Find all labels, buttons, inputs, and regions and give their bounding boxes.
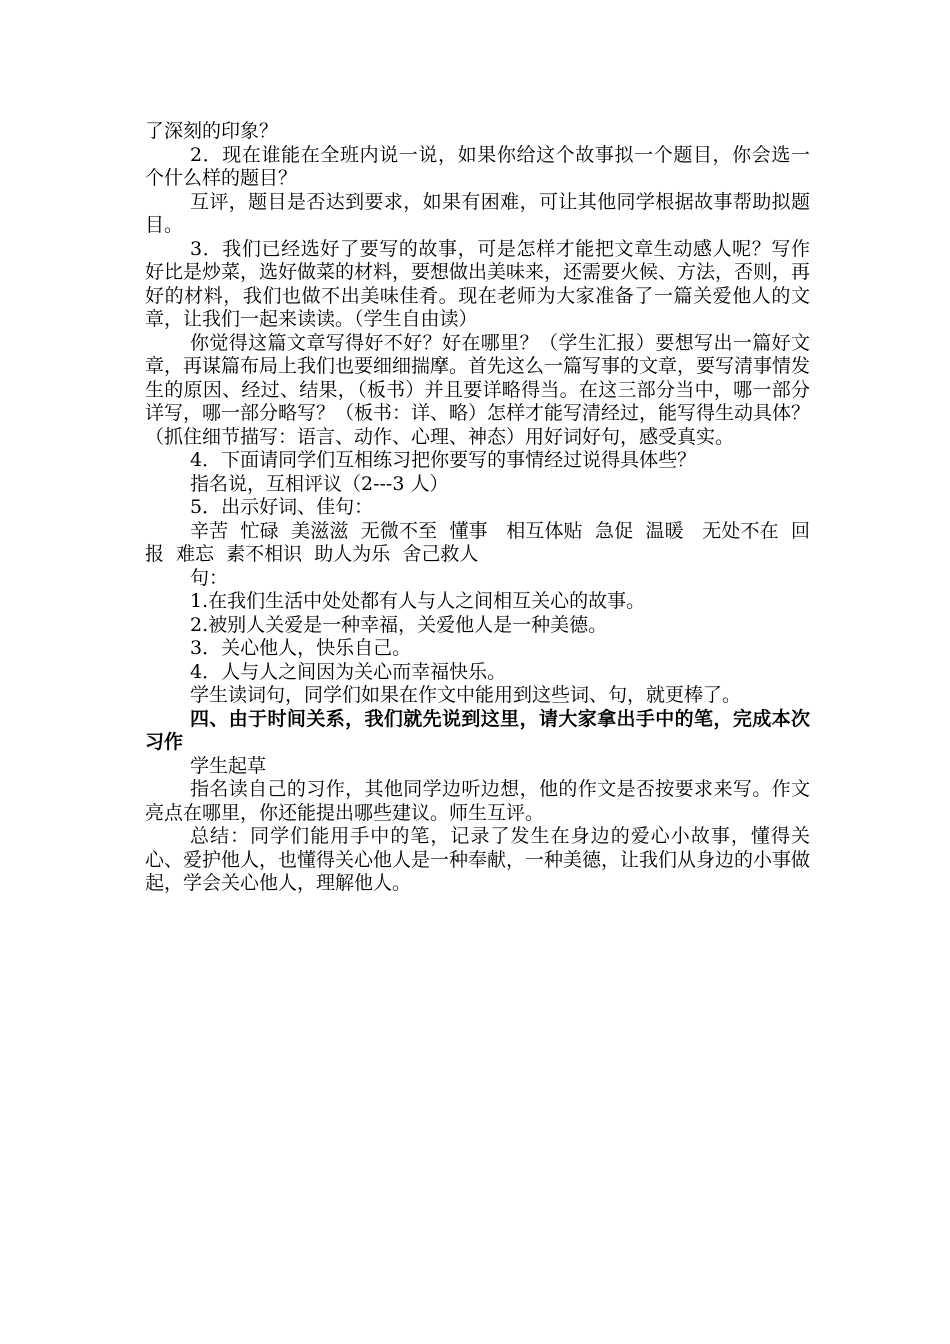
paragraph-discussion: 你觉得这篇文章写得好不好？好在哪里？（学生汇报）要想写出一篇好文章，再谋篇布局上我们也要细细揣摩。首先这么一篇写事的文章，要写清事情发生的原因、经过、结果，（板书）并且要详略得当。在这三部分当中，哪一部分详写，哪一部分略写？（板书：详、略）怎样才能写清经过，能写得生动具体？（抓住细节描写：语言、动作、心理、神态）用好词好句，感受真实。 <box>145 331 811 448</box>
paragraph-item-5: 5．出示好词、佳句： <box>190 496 374 518</box>
paragraph-sentences-label: 句： <box>190 566 229 589</box>
paragraph-continuation: 了深刻的印象？ <box>145 120 279 142</box>
paragraph-reading-note: 学生读词句，同学们如果在作文中能用到这些词、句，就更棒了。 <box>190 684 742 706</box>
section-heading-4: 四、由于时间关系，我们就先说到这里，请大家拿出手中的笔，完成本次习作 <box>145 707 810 753</box>
paragraph-item-4: 4．下面请同学们互相练习把你要写的事情经过说得具体些？ <box>190 449 697 471</box>
paragraph-item-2: 2．现在谁能在全班内说一说，如果你给这个故事拟一个题目，你会选一个什么样的题目？ <box>145 143 810 189</box>
sentence-4: 4．人与人之间因为关心而幸福快乐。 <box>190 660 507 683</box>
sentence-3: 3．关心他人，快乐自己。 <box>190 637 412 659</box>
paragraph-summary: 总结：同学们能用手中的笔，记录了发生在身边的爱心小故事，懂得关心、爱护他人，也懂得关心他人是一种奉献，一种美德，让我们从身边的小事做起，学会关心他人，理解他人。 <box>145 825 811 894</box>
paragraph-reading-aloud: 指名读自己的习作，其他同学边听边想，他的作文是否按要求来写。作文亮点在哪里，你还能提出哪些建议。师生互评。 <box>145 778 810 824</box>
sentence-1: 1.在我们生活中处处都有人与人之间相互关心的故事。 <box>190 590 646 612</box>
paragraph-evaluation: 指名说，互相评议（2---3 人） <box>190 472 449 495</box>
paragraph-item-3: 3．我们已经选好了要写的故事，可是怎样才能把文章生动感人呢？写作好比是炒菜，选好做菜的材料，要想做出美味来，还需要火候、方法，否则，再好的材料，我们也做不出美味佳肴。现在老师为大家准备了一篇关爱他人的文章，让我们一起来读读。（学生自由读） <box>145 237 811 330</box>
paragraph-drafting: 学生起草 <box>190 754 267 777</box>
sentence-2: 2.被别人关爱是一种幸福，关爱他人是一种美德。 <box>190 613 608 636</box>
paragraph-good-words: 辛苦 忙碌 美滋滋 无微不至 懂事 相互体贴 急促 温暖 无处不在 回报 难忘 素不相识 助人为乐 舍己救人 <box>145 519 810 565</box>
paragraph-peer-review: 互评，题目是否达到要求，如果有困难，可让其他同学根据故事帮助拟题目。 <box>145 190 810 236</box>
document-body <box>145 120 810 896</box>
